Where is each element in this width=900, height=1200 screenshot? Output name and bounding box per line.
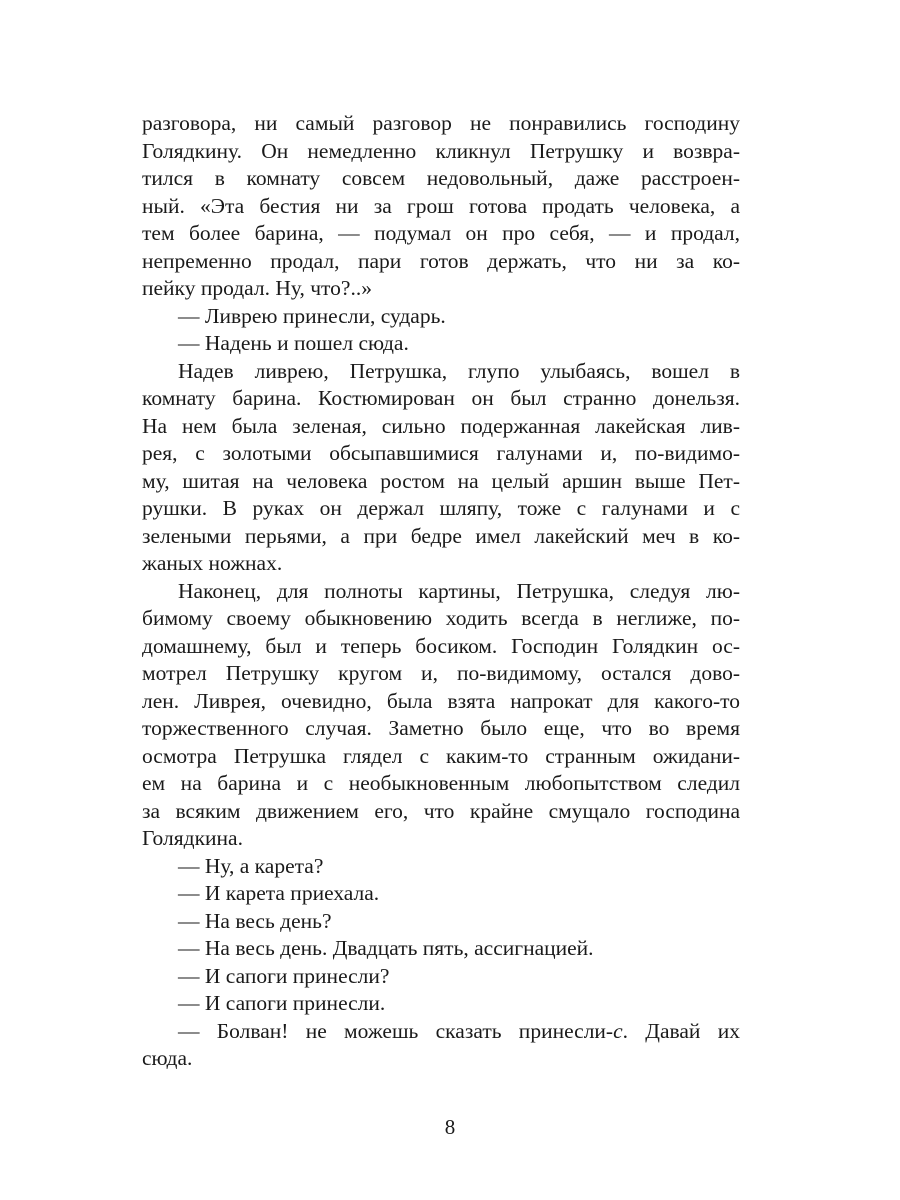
- text-line: — На весь день?: [178, 908, 332, 933]
- text-line: — На весь день. Двадцать пять, ассигнацией.: [178, 936, 594, 960]
- text-line: му, шитая на человека ростом на целый аршин выше Пет-: [142, 468, 740, 493]
- text-line: Голядкина.: [142, 826, 243, 850]
- text-line: тился в комнату совсем недовольный, даже расстроен-: [142, 166, 740, 190]
- text-line: рея, с золотыми обсыпавшимися галунами и, по-видимо-: [142, 441, 740, 465]
- text-line: зелеными перьями, а при бедре имел лакейский меч в ко-: [142, 523, 740, 548]
- text-line: — Надень и пошел сюда.: [178, 331, 409, 355]
- text-line: — И карета приехала.: [178, 881, 380, 905]
- text-line: Наконец, для полноты картины, Петрушка, следуя лю-: [178, 578, 740, 603]
- text-line: ный. «Эта бестия ни за грош готова продать человека, а: [142, 193, 740, 218]
- text-line: ем на барина и с необыкновенным любопытством следил: [142, 771, 740, 795]
- text-line-closing: сюда.: [142, 1046, 193, 1070]
- text-line: бимому своему обыкновению ходить всегда в неглиже, по-: [142, 606, 740, 630]
- text-line: непременно продал, пари готов держать, что ни за ко-: [142, 248, 740, 273]
- text-line: торжественного случая. Заметно было еще, что во время: [142, 716, 740, 740]
- text-line: — Ну, а карета?: [178, 853, 324, 878]
- text-line: мотрел Петрушку кругом и, по-видимому, остался дово-: [142, 661, 740, 685]
- text-line: — И сапоги принесли.: [178, 991, 386, 1015]
- text-line: домашнему, был и теперь босиком. Господин Голядкин ос-: [142, 633, 740, 658]
- text-line: пейку продал. Ну, что?..»: [142, 276, 372, 300]
- text-line-final: [142, 1018, 740, 1046]
- text-line: рушки. В руках он держал шляпу, тоже с галунами и с: [142, 496, 740, 520]
- text-line: жаных ножнах.: [142, 551, 283, 575]
- text-line: Голядкину. Он немедленно кликнул Петрушку и возвра-: [142, 138, 740, 163]
- text-line: тем более барина, — подумал он про себя, — и продал,: [142, 221, 740, 245]
- text-line: — Ливрею принесли, сударь.: [178, 303, 446, 328]
- text-line: — И сапоги принесли?: [178, 963, 390, 988]
- page-text-block: [142, 110, 740, 1073]
- text-line: за всяким движением его, что крайне смущало господина: [142, 798, 740, 823]
- text-line: осмотра Петрушка глядел с каким-то странным ожидани-: [142, 743, 740, 768]
- text-line: разговора, ни самый разговор не понравились господину: [142, 111, 740, 135]
- final-line-italic: с: [613, 1018, 623, 1043]
- final-line-before: — Болван! не можешь сказать принесли-: [178, 1018, 614, 1043]
- text-line: комнату барина. Костюмирован он был странно донельзя.: [142, 386, 740, 410]
- text-lines-container: [142, 110, 740, 1018]
- final-line-after: . Давай их: [622, 1018, 740, 1043]
- page-number: 8: [444, 1115, 456, 1139]
- text-line: На нем была зеленая, сильно подержанная лакейская лив-: [142, 413, 740, 438]
- text-line: лен. Ливрея, очевидно, была взята напрокат для какого-то: [142, 688, 740, 713]
- text-line: Надев ливрею, Петрушка, глупо улыбаясь, вошел в: [178, 358, 740, 383]
